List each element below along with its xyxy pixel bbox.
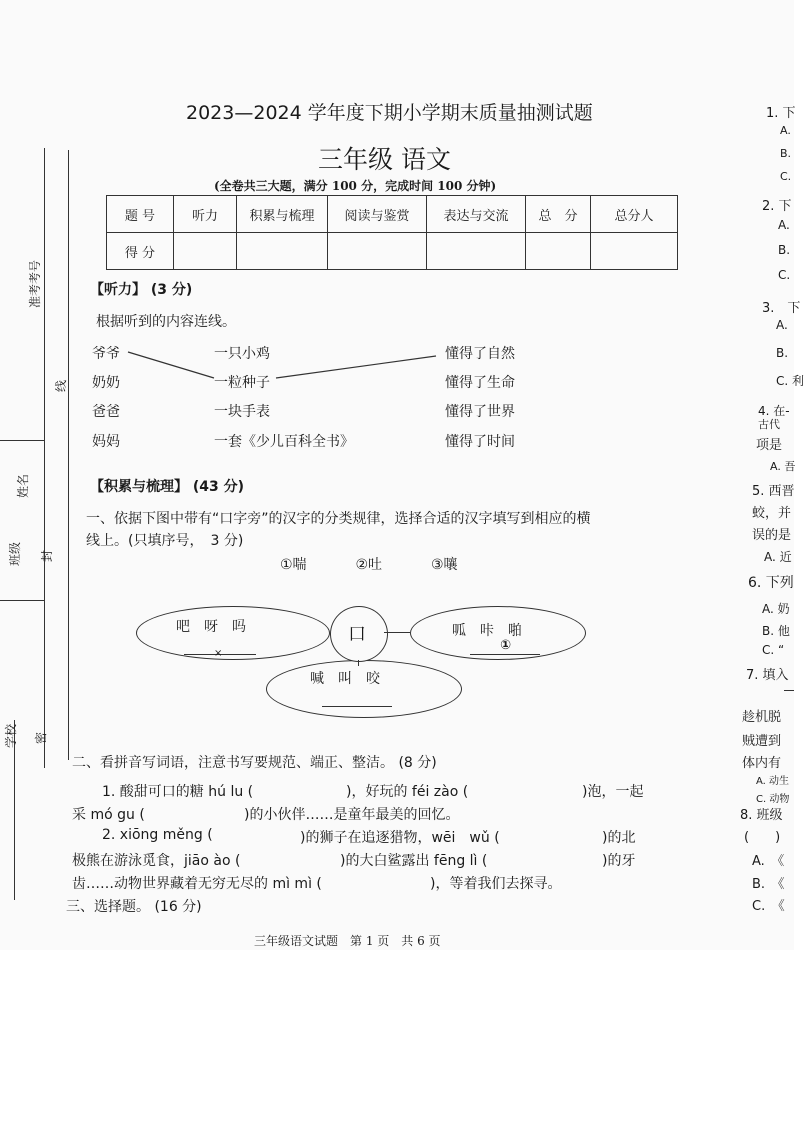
right-q8-opt: B. 《 bbox=[752, 877, 785, 892]
q2-line3-a: 2. xiōng měng ( bbox=[102, 827, 213, 843]
exam-title: 2023—2024 学年度下期小学期末质量抽测试题 bbox=[186, 102, 593, 124]
right-q5-line1: 5. 西晋 bbox=[752, 484, 795, 499]
q2-line1-a: 1. 酸甜可口的糖 hú lu ( bbox=[102, 784, 254, 800]
q2-line1-c: )泡，一起 bbox=[582, 784, 644, 800]
option-3: ③嚷 bbox=[430, 557, 458, 573]
listening-person: 爸爸 bbox=[92, 404, 120, 420]
right-q6-opt: C. “ bbox=[762, 643, 785, 657]
option-1: ①喘 bbox=[280, 557, 307, 573]
right-q3-opt: A. bbox=[776, 318, 788, 332]
right-q2-opt: C. bbox=[778, 268, 791, 282]
score-header: 总分人 bbox=[591, 196, 678, 233]
right-q8-paren: ( ) bbox=[744, 830, 781, 845]
q2-line5-a: 齿……动物世界藏着无穷无尽的 mì mì ( bbox=[72, 876, 322, 892]
listening-person: 爷爷 bbox=[92, 346, 120, 362]
matching-lines bbox=[0, 0, 794, 500]
q2-line4-b: )的大白鲨露出 fēng lì ( bbox=[340, 853, 488, 869]
right-q8-opt: A. 《 bbox=[752, 854, 785, 869]
margin-name: 姓名 bbox=[16, 473, 30, 498]
diagram-center-char: 口 bbox=[348, 624, 366, 645]
score-header: 积累与梳理 bbox=[237, 196, 328, 233]
margin-class: 班级 bbox=[8, 541, 22, 566]
right-q3-opt: B. bbox=[776, 346, 789, 360]
listening-item: 一只小鸡 bbox=[214, 346, 270, 362]
right-q4-line1: 4. 在- bbox=[758, 404, 790, 418]
right-q7-line3: 体内有 bbox=[742, 756, 782, 771]
q2-line5-b: )，等着我们去探寻。 bbox=[430, 876, 562, 892]
q2-line2-b: )的小伙伴……是童年最美的回忆。 bbox=[244, 807, 460, 823]
right-q1-opt: C. bbox=[780, 170, 792, 183]
diagram-connector-bottom bbox=[358, 660, 359, 666]
match-line-seed-nature bbox=[276, 356, 436, 378]
score-header: 表达与交流 bbox=[427, 196, 526, 233]
diagram-right-answer: ① bbox=[500, 638, 512, 653]
right-q1: 1. 下 bbox=[766, 106, 796, 121]
listening-person: 奶奶 bbox=[92, 375, 120, 391]
page-footer: 三年级语文试题 第 1 页 共 6 页 bbox=[254, 934, 441, 948]
right-q8: 8. 班级 bbox=[740, 808, 783, 823]
right-q5-line3: 误的是 bbox=[752, 528, 792, 543]
right-q2-opt: B. bbox=[778, 243, 791, 257]
diagram-left-answer: × bbox=[214, 648, 223, 659]
listening-heading: 【听力】 (3 分) bbox=[90, 282, 193, 298]
listening-item: 一粒种子 bbox=[214, 375, 270, 391]
score-header: 听力 bbox=[174, 196, 237, 233]
q2-heading: 二、看拼音写词语，注意书写要规范、端正、整洁。 (8 分) bbox=[72, 755, 437, 771]
q2-line1-b: )，好玩的 féi zào ( bbox=[346, 784, 469, 800]
listening-item: 一块手表 bbox=[214, 404, 270, 420]
q2-line3-b: )的狮子在追逐猎物，wēi wǔ ( bbox=[300, 830, 500, 846]
right-q7-blank bbox=[784, 690, 794, 691]
margin-exam-no: 准考考号 bbox=[28, 259, 42, 308]
right-q4-opt: A. 吾 bbox=[770, 460, 796, 473]
right-q2-opt: A. bbox=[778, 218, 790, 232]
right-q1-opt: B. bbox=[780, 147, 792, 160]
option-2: ②吐 bbox=[355, 557, 383, 573]
listening-instruction: 根据听到的内容连线。 bbox=[96, 314, 236, 330]
q3-heading: 三、选择题。 (16 分) bbox=[66, 899, 202, 915]
right-q6-opt: B. 他 bbox=[762, 624, 790, 638]
right-q7: 7. 填入 bbox=[746, 668, 789, 683]
accumulation-heading: 【积累与梳理】 (43 分) bbox=[90, 479, 245, 495]
diagram-right-chars: 呱 咔 啪 bbox=[452, 623, 522, 639]
right-q5-opt: A. 近 bbox=[764, 550, 792, 564]
q1-text-line2: 线上。(只填序号， 3 分) bbox=[86, 533, 244, 549]
diagram-right-blank[interactable] bbox=[470, 654, 540, 655]
q2-line4-c: )的牙 bbox=[602, 853, 636, 869]
q2-line3-c: )的北 bbox=[602, 830, 636, 846]
q2-line4-a: 极熊在游泳觅食，jiāo ào ( bbox=[72, 853, 241, 869]
right-q4-line3: 项是 bbox=[756, 438, 783, 453]
listening-result: 懂得了自然 bbox=[445, 346, 515, 362]
right-q4-line2: 古代 bbox=[758, 418, 780, 431]
q1-text-line1: 一、依据下图中带有“口字旁”的汉字的分类规律，选择合适的汉字填写到相应的横 bbox=[86, 511, 591, 527]
class-underline bbox=[0, 600, 44, 601]
right-q6-opt: A. 奶 bbox=[762, 602, 790, 616]
exam-subtitle: 三年级 语文 bbox=[318, 145, 451, 174]
right-q6: 6. 下列 bbox=[748, 575, 794, 591]
score-header: 总 分 bbox=[526, 196, 591, 233]
right-q1-opt: A. bbox=[780, 124, 791, 137]
right-q3-opt: C. 利 bbox=[776, 374, 804, 388]
margin-seal: 封 bbox=[40, 549, 54, 562]
option-chars bbox=[280, 554, 458, 574]
right-q3: 3. 下 bbox=[762, 301, 801, 316]
score-header: 题 号 bbox=[107, 196, 174, 233]
score-header: 阅读与鉴赏 bbox=[328, 196, 427, 233]
match-line-grandpa-seed bbox=[128, 352, 214, 378]
listening-person: 妈妈 bbox=[92, 434, 120, 450]
right-q2: 2. 下 bbox=[762, 199, 792, 214]
right-q7-line1: 趁机脱 bbox=[742, 710, 782, 725]
margin-secret: 密 bbox=[34, 731, 48, 744]
margin-school: 学校 bbox=[4, 723, 18, 748]
right-q5-line2: 蛟，并 bbox=[752, 506, 792, 521]
score-row-label: 得 分 bbox=[107, 233, 174, 270]
listening-result: 懂得了生命 bbox=[445, 375, 515, 391]
right-q7-opt: A. 动生 bbox=[756, 776, 790, 787]
margin-line: 线 bbox=[54, 379, 68, 392]
q2-line2-a: 采 mó gu ( bbox=[72, 807, 145, 823]
diagram-bottom-chars: 喊 叫 咬 bbox=[310, 671, 380, 687]
right-q8-opt: C. 《 bbox=[752, 899, 785, 914]
exam-note: (全卷共三大题，满分 100 分，完成时间 100 分钟) bbox=[214, 179, 497, 193]
listening-result: 懂得了世界 bbox=[445, 404, 515, 420]
right-q7-line2: 贼遭到 bbox=[742, 734, 782, 749]
diagram-bottom-blank[interactable] bbox=[322, 706, 392, 707]
listening-item: 一套《少儿百科全书》 bbox=[214, 434, 354, 450]
diagram-connector-right bbox=[384, 632, 410, 633]
blank-area bbox=[0, 950, 794, 1124]
diagram-left-chars: 吧 呀 吗 bbox=[176, 619, 246, 635]
right-q7-opt: C. 动物 bbox=[756, 794, 790, 805]
listening-result: 懂得了时间 bbox=[445, 434, 515, 450]
